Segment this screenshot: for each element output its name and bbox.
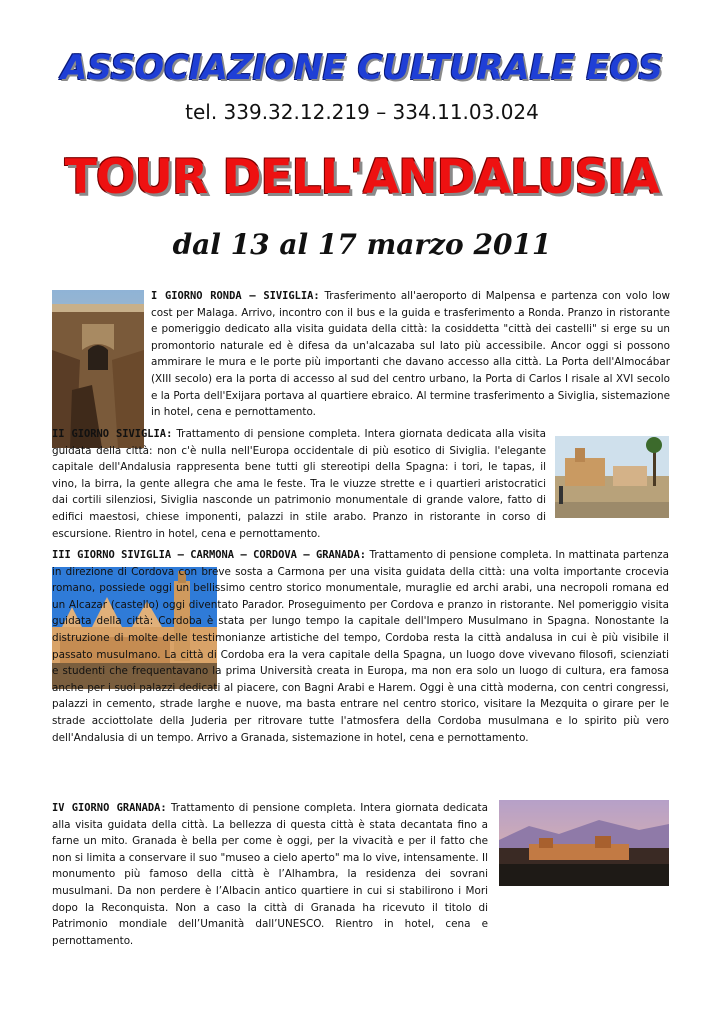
day-2-paragraph — [52, 426, 546, 542]
ronda-bridge-photo — [52, 290, 144, 448]
day-4-text: Trattamento di pensione completa. Intera giornata dedicata alla visita guidata della città. La bellezza di questa città è stata decantata fino a farne un mito. Granada è bella per come è oggi, per la vivacità e per il fatto che non si limita a conservare il suo "museo a cielo aperto" ma lo vive, intensamente. Il monumento più famoso della città è l’Alhambra, la residenza dei sovrani musulmani. Da non perdere è l’Albacin antico quartiere in cui si stabilirono i Mori dopo la Reconquista. Non a caso la città di Granada ha ricevuto il titolo di Patrimonio mondiale dell’Umanità dall’UNESCO. Rientro in hotel, cena e pernottamento. — [52, 802, 489, 947]
tour-dates: dal 13 al 17 marzo 2011 — [172, 228, 552, 261]
seville-square-photo — [555, 436, 669, 518]
day-2-heading: II GIORNO SIVIGLIA: — [52, 428, 173, 440]
day-1-heading: I GIORNO RONDA – SIVIGLIA: — [151, 290, 320, 302]
day-2-text: Trattamento di pensione completa. Intera giornata dedicata alla visita guidata della città: non c'è nulla nell'Europa occidentale di più esotico di Siviglia. l'elegante capitale dell'Andalusia rappresenta bene tutti gli stereotipi della Spagna: i tori, le tapas, il vino, la birra, la gente allegra che ama le feste. Tra le viuzze strette e i quartieri aristocratici dai cortili silenziosi, Siviglia nasconde un patrimonio monumentale di grande valore, fatto di edifici maestosi, chiese imponenti, palazzi in stile arabo. Pranzo in ristorante in corso di escursione. Rientro in hotel, cena e pernottamento. — [52, 428, 547, 540]
day-4-heading: IV GIORNO GRANADA: — [52, 802, 167, 814]
phone-numbers: tel. 339.32.12.219 – 334.11.03.024 — [185, 100, 539, 124]
day-3-heading: III GIORNO SIVIGLIA – CARMONA – CORDOVA – GRANADA: — [52, 549, 367, 561]
day-1-text: Trasferimento all'aeroporto di Malpensa e partenza con volo low cost per Malaga. Arrivo, incontro con il bus e la guida e trasferimento a Ronda. Pranzo in ristorante e pomeriggio dedicato alla visita guidata della città: la cosiddetta "città dei castelli" si erge su un promontorio naturale ed è difesa da un'alcazaba sul lato più accessibile. Ancor oggi si possono ammirare le mura e le porte più importanti che davano accesso alla città. La Porta dell'Almocábar (XIII secolo) era la porta di accesso al sud del centro urbano, la Porta di Carlos I risale al XVI secolo e la Porta dell'Exijara portava al quartiere ebraico. Al termine trasferimento a Siviglia, sistemazione in hotel, cena e pernottamento. — [151, 290, 671, 419]
alhambra-photo — [499, 800, 669, 886]
day-3-text: Trattamento di pensione completa. In mattinata partenza in direzione di Cordova con breve sosta a Carmona per una visita guidata della città: una volta importante crocevia romano, possiede oggi un bellissimo centro storico monumentale, muraglie ed archi arabi, una necropoli romana ed un Alcazar (castello) oggi diventato Parador. Proseguimento per Cordova e pranzo in ristorante. Nel pomeriggio visita guidata della città: Cordoba è stata per lungo tempo la capitale dell'Impero Musulmano in Spagna. Nonostante la distruzione di molte delle testimonianze artistiche del tempo, Cordoba resta la città andalusa in cui è più visibile il passato musulmano. La città di Cordoba era la vera capitale della Spagna, un luogo dove vivevano filosofi, scienziati e studenti che frequentavano la prima Università creata in Europa, ma non era solo un luogo di cultura, era famosa anche per i suoi palazzi dedicati al piacere, con Bagni Arabi e Harem. Oggi è una città moderna, con centri congressi, palazzi in cemento, strade larghe e nuove, ma basta entrare nel centro storico, visitare la Mezquita o girare per le strade acciottolate della Juderia per ritrovare tutte l'atmosfera della Cordoba musulmana e lo spirito più vero dell'Andalusia di un tempo. Arrivo a Granada, sistemazione in hotel, cena e pernottamento. — [52, 549, 669, 744]
tour-title: TOUR DELL'ANDALUSIA — [64, 150, 660, 205]
day-4-paragraph — [52, 800, 488, 949]
day-3-paragraph — [52, 547, 669, 746]
organization-title: ASSOCIAZIONE CULTURALE EOS — [61, 48, 663, 88]
day-1-paragraph — [151, 288, 670, 421]
